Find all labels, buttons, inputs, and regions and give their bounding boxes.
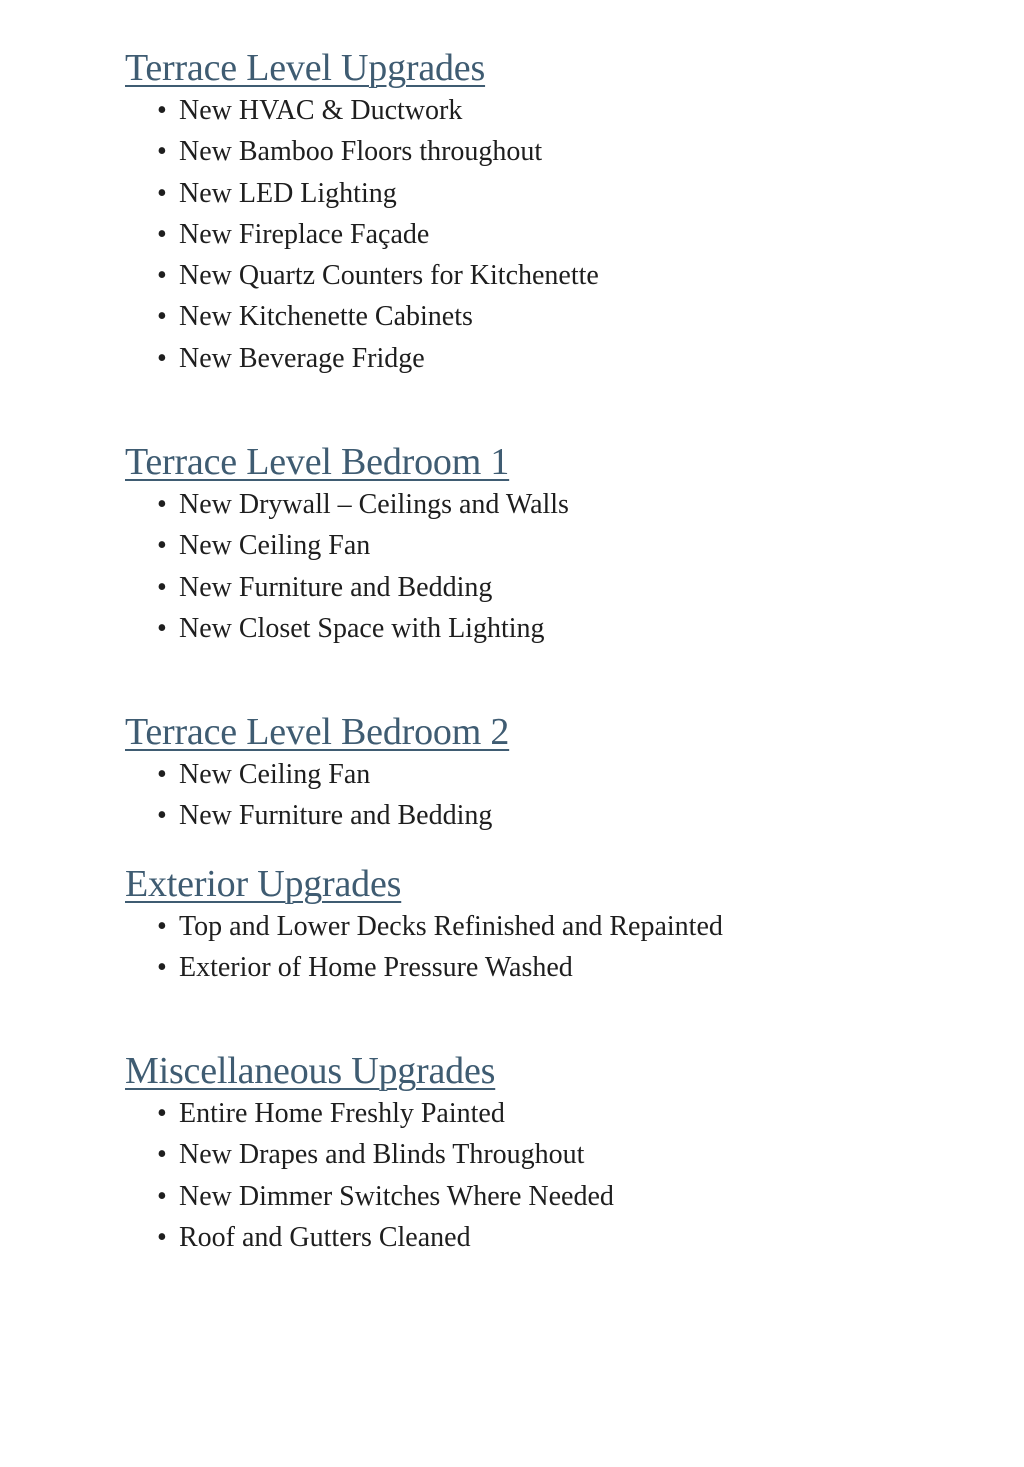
- bullet-icon: •: [157, 301, 167, 333]
- list-item: [157, 525, 985, 566]
- bullet-icon: •: [157, 571, 167, 603]
- upgrade-list: [125, 906, 985, 989]
- bullet-icon: •: [157, 1221, 167, 1253]
- section-heading: Terrace Level Bedroom 1: [125, 441, 510, 483]
- list-item-text: New Drywall – Ceilings and Walls: [179, 489, 569, 520]
- bullet-icon: •: [157, 136, 167, 168]
- section-exterior-upgrades: [125, 862, 985, 989]
- section-miscellaneous-upgrades: [125, 1049, 985, 1258]
- list-item-text: Top and Lower Decks Refinished and Repainted: [179, 911, 723, 942]
- list-item: [157, 567, 985, 608]
- section-heading: Miscellaneous Upgrades: [125, 1050, 496, 1092]
- list-item: [157, 255, 985, 296]
- list-item: [157, 484, 985, 525]
- list-item-text: New Bamboo Floors throughout: [179, 136, 543, 168]
- list-item-text: Entire Home Freshly Painted: [179, 1098, 505, 1129]
- list-item-text: New Furniture and Bedding: [179, 571, 493, 603]
- bullet-icon: •: [157, 759, 167, 790]
- list-item-text: New Kitchenette Cabinets: [179, 301, 473, 333]
- section-heading: Terrace Level Bedroom 2: [125, 711, 510, 753]
- list-item-text: New Beverage Fridge: [179, 342, 425, 374]
- upgrade-list: [125, 90, 985, 379]
- list-item-text: Exterior of Home Pressure Washed: [179, 952, 573, 984]
- list-item-text: New LED Lighting: [179, 177, 397, 209]
- bullet-icon: •: [157, 1098, 167, 1129]
- list-item-text: New Ceiling Fan: [179, 530, 371, 562]
- bullet-icon: •: [157, 177, 167, 209]
- list-item: [157, 947, 985, 988]
- list-item-text: Roof and Gutters Cleaned: [179, 1221, 471, 1253]
- list-item-text: New Ceiling Fan: [179, 759, 371, 790]
- bullet-icon: •: [157, 260, 167, 292]
- list-item-text: New Quartz Counters for Kitchenette: [179, 260, 599, 292]
- list-item: [157, 173, 985, 214]
- list-item: [157, 296, 985, 337]
- list-item-text: New Furniture and Bedding: [179, 800, 493, 832]
- section-terrace-level-bedroom-2: [125, 710, 985, 837]
- list-item-text: New Closet Space with Lighting: [179, 612, 545, 644]
- bullet-icon: •: [157, 489, 167, 520]
- list-item: [157, 1176, 985, 1217]
- list-item-text: New Fireplace Façade: [179, 218, 430, 250]
- list-item: [157, 131, 985, 172]
- list-item-text: New HVAC & Ductwork: [179, 95, 463, 126]
- bullet-icon: •: [157, 218, 167, 250]
- bullet-icon: •: [157, 1180, 167, 1212]
- list-item: [157, 1217, 985, 1258]
- list-item-text: New Drapes and Blinds Throughout: [179, 1139, 585, 1171]
- list-item: [157, 1093, 985, 1134]
- section-heading: Terrace Level Upgrades: [125, 47, 486, 89]
- bullet-icon: •: [157, 1139, 167, 1171]
- bullet-icon: •: [157, 342, 167, 374]
- list-item-text: New Dimmer Switches Where Needed: [179, 1180, 614, 1212]
- list-item: [157, 608, 985, 649]
- bullet-icon: •: [157, 952, 167, 984]
- list-item: [157, 754, 985, 795]
- list-item: [157, 1134, 985, 1175]
- bullet-icon: •: [157, 911, 167, 942]
- upgrade-list: [125, 754, 985, 837]
- bullet-icon: •: [157, 800, 167, 832]
- list-item: [157, 795, 985, 836]
- list-item: [157, 906, 985, 947]
- bullet-icon: •: [157, 612, 167, 644]
- upgrade-list: [125, 1093, 985, 1258]
- bullet-icon: •: [157, 530, 167, 562]
- upgrade-list: [125, 484, 985, 649]
- list-item: [157, 90, 985, 131]
- list-item: [157, 214, 985, 255]
- section-terrace-level-bedroom-1: [125, 440, 985, 649]
- bullet-icon: •: [157, 95, 167, 126]
- section-terrace-level-upgrades: [125, 46, 985, 379]
- list-item: [157, 338, 985, 379]
- section-heading: Exterior Upgrades: [125, 863, 402, 905]
